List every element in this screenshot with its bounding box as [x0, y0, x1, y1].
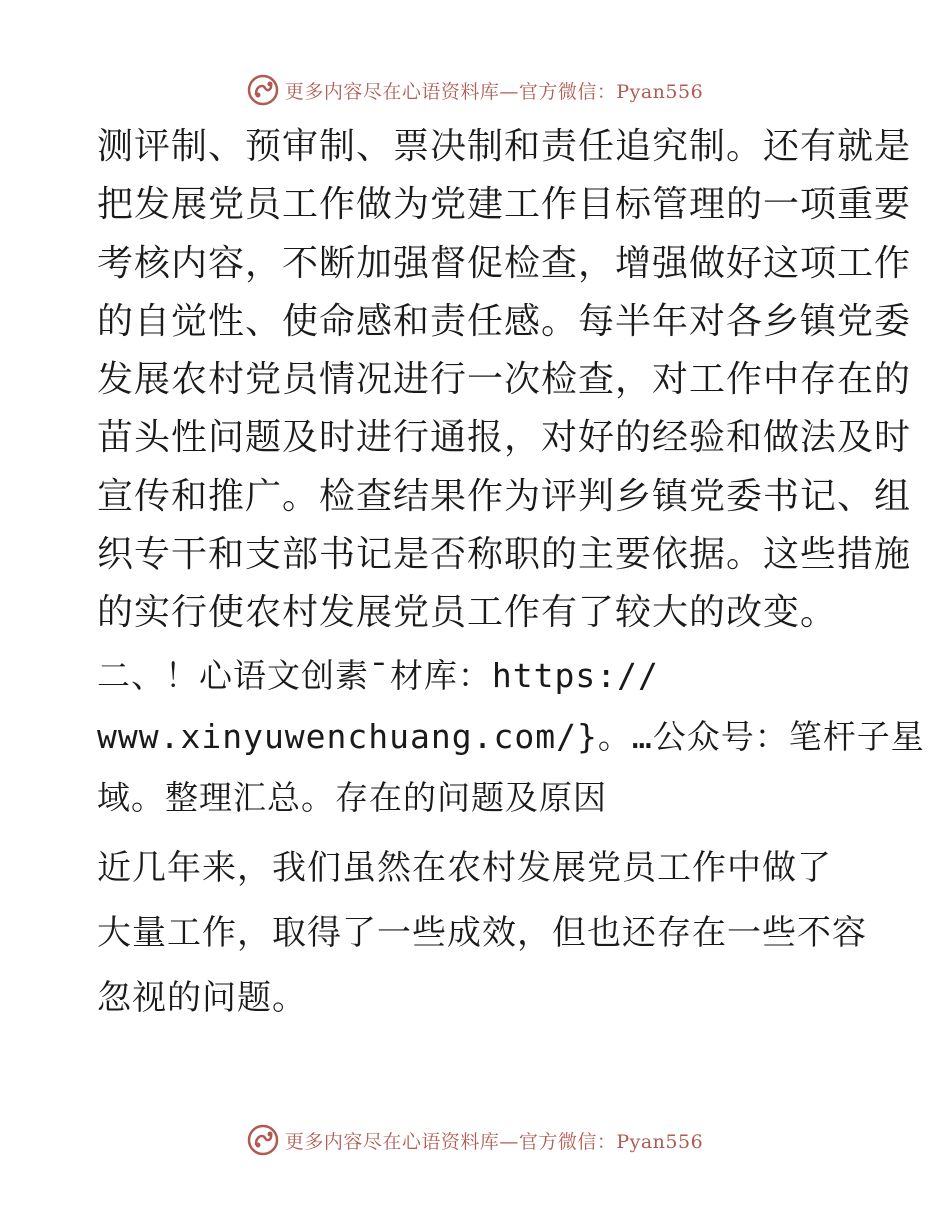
footer-banner-text: 更多内容尽在心语资料库—官方微信：Pyan556: [284, 1130, 704, 1153]
document-body: [97, 118, 925, 1031]
text-line: 发展农村党员情况进行一次检查，对工作中存在的: [97, 359, 912, 401]
mini-program-logo-icon: [247, 74, 279, 106]
text-line: 苗头性问题及时进行通报，对好的经验和做法及时: [97, 417, 912, 459]
header-banner-text: 更多内容尽在心语资料库—官方微信：Pyan556: [284, 80, 704, 103]
text-line: 大量工作，取得了一些成效，但也还存在一些不容: [97, 912, 867, 953]
text-line: 把发展党员工作做为党建工作目标管理的一项重要: [97, 184, 912, 226]
text-line: www.xinyuwenchuang.com/}。…公众号：笔杆子星: [97, 716, 925, 756]
text-line: 域。整理汇总。存在的问题及原因: [97, 777, 607, 817]
text-line: 二、！心语文创素¯材库：https://: [97, 655, 659, 695]
mini-program-logo-icon: [247, 1124, 279, 1156]
text-line: 测评制、预审制、票决制和责任追究制。还有就是: [97, 126, 912, 167]
text-line: 的自觉性、使命感和责任感。每半年对各乡镇党委: [97, 300, 912, 342]
text-line: 近几年来，我们虽然在农村发展党员工作中做了: [97, 847, 832, 888]
text-line: 忽视的问题。: [97, 977, 307, 1018]
text-line: 的实行使农村发展党员工作有了较大的改变。: [97, 592, 838, 634]
section-heading-problems: [97, 645, 925, 828]
paragraph-intro-problems: [97, 836, 867, 1031]
text-line: 考核内容，不断加强督促检查，增强做好这项工作: [97, 242, 912, 284]
header-banner: [0, 70, 950, 110]
paragraph-measures: [97, 118, 912, 643]
footer-banner: [0, 1120, 950, 1160]
text-line: 宣传和推广。检查结果作为评判乡镇党委书记、组: [97, 475, 912, 517]
text-line: 织专干和支部书记是否称职的主要依据。这些措施: [97, 534, 912, 576]
